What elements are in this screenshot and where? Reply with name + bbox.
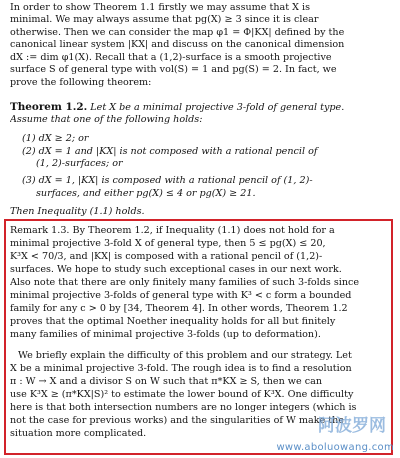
remark-line: K³X < 70/3, and |KX| is composed with a rational pencil of (1,2)-: [10, 251, 323, 262]
theorem-conclusion: Then Inequality (1.1) holds.: [10, 206, 145, 217]
remark-line: Also note that there are only finitely many families of such 3-folds since: [10, 277, 360, 288]
paragraph-line: not the case for previous works) and the singularities of W make the: [10, 415, 344, 426]
remark-line: many families of minimal projective 3-folds (up to deformation).: [10, 329, 321, 340]
remark-line: proves that the optimal Noether inequality holds for all but finitely: [10, 316, 336, 327]
theorem-item: (1, 2)-surfaces; or: [36, 158, 123, 169]
remark-line: family for any c > 0 by [34, Theorem 4]. In other words, Theorem 1.2: [10, 303, 348, 314]
theorem-statement: Let X be a minimal projective 3-fold of general type.: [90, 102, 345, 113]
intro-line: minimal. We may always assume that pg(X) ≥ 3 since it is clear: [10, 14, 319, 25]
theorem-item: (2) dX = 1 and |KX| is not composed with a rational pencil of: [22, 146, 318, 157]
theorem-label: Theorem 1.2.: [10, 101, 88, 113]
remark-line: minimal projective 3-folds of general type with K³ < c form a bounded: [10, 290, 352, 301]
watermark-logo: 阿波罗网: [318, 416, 386, 436]
remark-line: surfaces. We hope to study such exceptional cases in our next work.: [10, 264, 342, 275]
remark-line: minimal projective 3-fold X of general type, then 5 ≤ pg(X) ≤ 20,: [10, 238, 326, 249]
intro-line: In order to show Theorem 1.1 firstly we may assume that X is: [10, 2, 311, 13]
paragraph-line: here is that both intersection numbers are no longer integers (which is: [10, 402, 357, 413]
paragraph-line: situation more complicated.: [10, 428, 147, 439]
theorem-item: (1) dX ≥ 2; or: [22, 133, 89, 144]
intro-line: otherwise. Then we can consider the map φ1 = Φ|KX| defined by the: [10, 27, 345, 38]
intro-line: dX := dim φ1(X). Recall that a (1,2)-surface is a smooth projective: [10, 52, 332, 63]
theorem-item: (3) dX = 1, |KX| is composed with a rational pencil of (1, 2)-: [22, 175, 313, 186]
intro-line: surface S of general type with vol(S) = 1 and pg(S) = 2. In fact, we: [10, 64, 337, 75]
remark-line: Remark 1.3. By Theorem 1.2, if Inequality (1.1) does not hold for a: [10, 225, 335, 236]
watermark-site-text: www.aboluowang.com: [276, 441, 394, 453]
theorem-item: surfaces, and either pg(X) ≤ 4 or pg(X) ≥ 21.: [36, 188, 256, 199]
theorem-statement: Assume that one of the following holds:: [10, 114, 203, 125]
paragraph-line: X be a minimal projective 3-fold. The rough idea is to find a resolution: [10, 363, 352, 374]
intro-line: prove the following theorem:: [10, 77, 152, 88]
paragraph-line: We briefly explain the difficulty of this problem and our strategy. Let: [18, 350, 352, 361]
paragraph-line: use K³X ≥ (π*KX|S)² to estimate the lower bound of K³X. One difficulty: [10, 389, 354, 400]
paragraph-line: π : W → X and a divisor S on W such that π*KX ≥ S, then we can: [10, 376, 323, 387]
intro-line: canonical linear system |KX| and discuss on the canonical dimension: [10, 39, 345, 50]
theorem-heading: [10, 101, 390, 114]
